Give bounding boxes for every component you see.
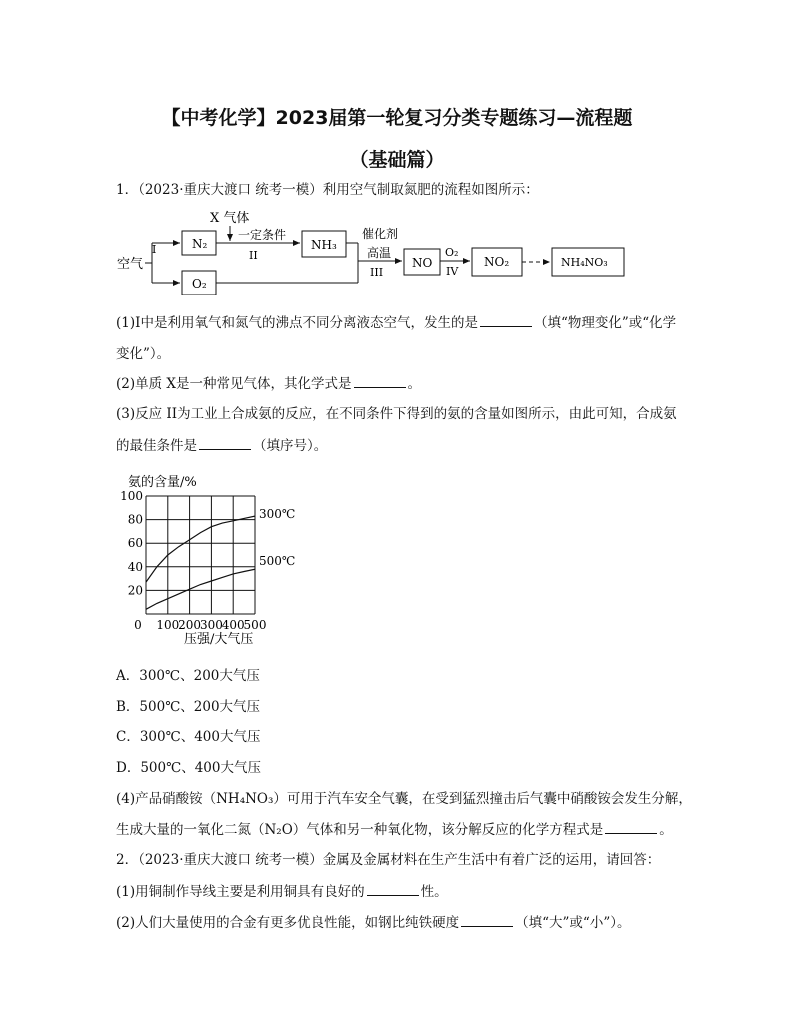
flow-air-label: 空气: [117, 257, 144, 272]
series-label-300c: 300℃: [259, 507, 296, 522]
flow-catalyst-label: 催化剂: [362, 227, 399, 241]
q2-part2-answer-blank[interactable]: [461, 914, 513, 927]
chart-x-tick-label: 200: [178, 618, 202, 632]
flow-nh3-label: NH₃: [311, 238, 337, 252]
q1-part3-text-b: 的最佳条件是: [116, 438, 197, 454]
flow-condition-label: 一定条件: [238, 228, 287, 242]
q2-part2-text-b: （填“大”或“小”）。: [515, 915, 631, 931]
q2-stem: 2．（2023·重庆大渡口 统考一模）金属及金属材料在生产生活中有着广泛的运用，请回答：: [116, 852, 661, 868]
ammonia-content-chart: [112, 470, 312, 650]
q1-part1-text-b: （填“物理变化”或“化学: [533, 315, 677, 331]
q1-part2-answer-blank[interactable]: [354, 375, 406, 388]
page-subtitle: （基础篇）: [349, 149, 445, 171]
chart-ylabel: 氨的含量/%: [128, 475, 197, 490]
q1-part3-answer-blank[interactable]: [199, 437, 251, 450]
chart-x-ticks: [134, 618, 266, 632]
series-label-500c: 500℃: [259, 554, 296, 569]
flow-step-ii: II: [249, 249, 258, 262]
flow-x-gas-label: X 气体: [210, 211, 250, 226]
q1-part3-line2: [116, 437, 327, 454]
chart-x-tick-label: 300: [199, 618, 223, 632]
q2-part1-answer-blank[interactable]: [367, 883, 419, 896]
q1-part2-text-b: 。: [407, 376, 422, 392]
flow-high-temp-label: 高温: [367, 246, 392, 260]
chart-y-tick-label: 20: [127, 583, 143, 598]
q1-stem: 1．（2023·重庆大渡口 统考一模）利用空气制取氮肥的流程如图所示：: [116, 182, 539, 198]
chart-y-ticks: [120, 489, 143, 597]
flow-step-i: I: [152, 243, 157, 256]
flow-step-iii: III: [370, 266, 384, 279]
q2-part1-line: [116, 883, 448, 900]
flow-diagram: [112, 205, 632, 295]
q1-part1-text-a: (1)I中是利用氧气和氮气的沸点不同分离液态空气，发生的是: [116, 315, 478, 331]
q1-part4-answer-blank[interactable]: [605, 821, 657, 834]
chart-x-tick-label: 500: [243, 618, 267, 632]
q1-part3-text-a: (3)反应 II为工业上合成氨的反应，在不同条件下得到的氨的含量如图所示，由此可知，合成氨: [116, 406, 677, 422]
q1-option-b[interactable]: B．500℃、200大气压: [116, 699, 261, 715]
flow-o2-reagent-label: O₂: [445, 246, 459, 259]
q2-part1-text-a: (1)用铜制作导线主要是利用铜具有良好的: [116, 884, 365, 900]
series-line-500c: [146, 569, 255, 609]
q2-part1-text-b: 性。: [420, 884, 448, 900]
chart-x-tick-label: 400: [221, 618, 245, 632]
q1-part4-line2: [116, 821, 673, 838]
q1-option-d[interactable]: D．500℃、400大气压: [116, 760, 261, 776]
q2-part2-line: [116, 914, 630, 931]
flow-no2-label: NO₂: [484, 255, 510, 269]
q1-part1-line1: [116, 314, 676, 331]
q1-part2-line: [116, 375, 421, 392]
q1-part4-text-a: (4)产品硝酸铵（NH₄NO₃）可用于汽车安全气囊，在受到猛烈撞击后气囊中硝酸铵会发生分解，: [116, 791, 692, 807]
q1-part4-text-c: 。: [659, 822, 673, 838]
q1-part1-text-c: 变化”）。: [116, 346, 171, 362]
page-title: 【中考化学】2023届第一轮复习分类专题练习—流程题: [161, 107, 633, 129]
flow-o2-label: O₂: [192, 277, 207, 291]
q1-part4-text-b: 生成大量的一氧化二氮（N₂O）气体和另一种氧化物，该分解反应的化学方程式是: [116, 822, 604, 838]
flow-nh4no3-label: NH₄NO₃: [561, 256, 608, 269]
chart-y-tick-label: 100: [120, 489, 143, 503]
chart-x-tick-label: 100: [156, 618, 180, 632]
chart-x-tick-label: 0: [134, 618, 142, 632]
flow-n2-label: N₂: [192, 237, 208, 251]
flow-no-label: NO: [412, 256, 433, 270]
flow-step-iv: IV: [446, 265, 459, 278]
q1-option-a[interactable]: A．300℃、200大气压: [116, 668, 260, 684]
chart-y-tick-label: 60: [127, 536, 143, 551]
q1-option-c[interactable]: C．300℃、400大气压: [116, 729, 261, 745]
q1-part1-answer-blank[interactable]: [480, 314, 532, 327]
chart-y-tick-label: 40: [127, 559, 143, 574]
chart-xlabel: 压强/大气压: [184, 632, 254, 647]
q1-part3-text-c: （填序号）。: [253, 438, 328, 454]
chart-y-tick-label: 80: [127, 512, 143, 527]
q1-part2-text-a: (2)单质 X是一种常见气体，其化学式是: [116, 376, 352, 392]
q2-part2-text-a: (2)人们大量使用的合金有更多优良性能，如钢比纯铁硬度: [116, 915, 460, 931]
chart-grid: [146, 496, 255, 614]
